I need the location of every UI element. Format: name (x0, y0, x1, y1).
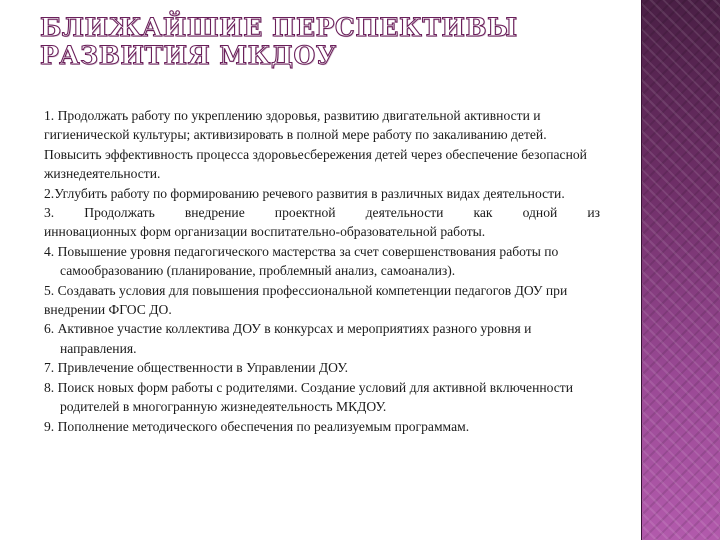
list-item-2: 2.Углубить работу по формированию речевого развития в различных видах деятельности. (44, 185, 565, 201)
list-item-6: 6. Активное участие коллектива ДОУ в конкурсах и мероприятиях разного уровня и направления. (44, 321, 532, 356)
slide-title: БЛИЖАЙШИЕ ПЕРСПЕКТИВЫ РАЗВИТИЯ МКДОУ (40, 13, 518, 70)
list-item-3-word: внедрение (184, 205, 245, 221)
list-item-3-word: 3. (44, 205, 55, 221)
list-item-9: 9. Пополнение методического обеспечения по реализуемым программам. (44, 418, 470, 434)
list-item-3-word: как (473, 205, 493, 221)
list-item-3-word: деятельности (365, 205, 444, 221)
list-item-3 (44, 203, 600, 242)
decorative-side-panel (642, 0, 720, 540)
list-item-4: 4. Повышение уровня педагогического мастерства за счет совершенствования работы по самообразованию (планирование, проблемный анализ, самоанализ). (44, 243, 559, 279)
list-item-3-word: одной (522, 205, 558, 221)
list-item-3-first-line (44, 203, 600, 222)
list-item-5: 5. Создавать условия для повышения профессиональной компетенции педагогов ДОУ при внедрении ФГОС ДО. (44, 282, 568, 318)
list-item-8: 8. Поиск новых форм работы с родителями. Создание условий для активной включенности родителей в многогранную жизнедеятельность МКДОУ. (44, 379, 574, 415)
list-item-7: 7. Привлечение общественности в Управлении ДОУ. (44, 360, 349, 376)
list-item-3-word: Продолжать (84, 205, 155, 221)
list-item-1: 1. Продолжать работу по укреплению здоровья, развитию двигательной активности и гигиенической культуры; активизировать в полной мере работу по закаливанию детей. Повысить эффективность процесса здоровьесбережения детей через обеспечение безопасной жизнедеятельности. (44, 108, 587, 182)
list-item-3-rest: инновационных форм организации воспитательно-образовательной работы. (44, 224, 486, 240)
list-item-3-word: проектной (274, 205, 336, 221)
slide-body (44, 106, 600, 436)
list-item-3-word: из (587, 205, 600, 221)
